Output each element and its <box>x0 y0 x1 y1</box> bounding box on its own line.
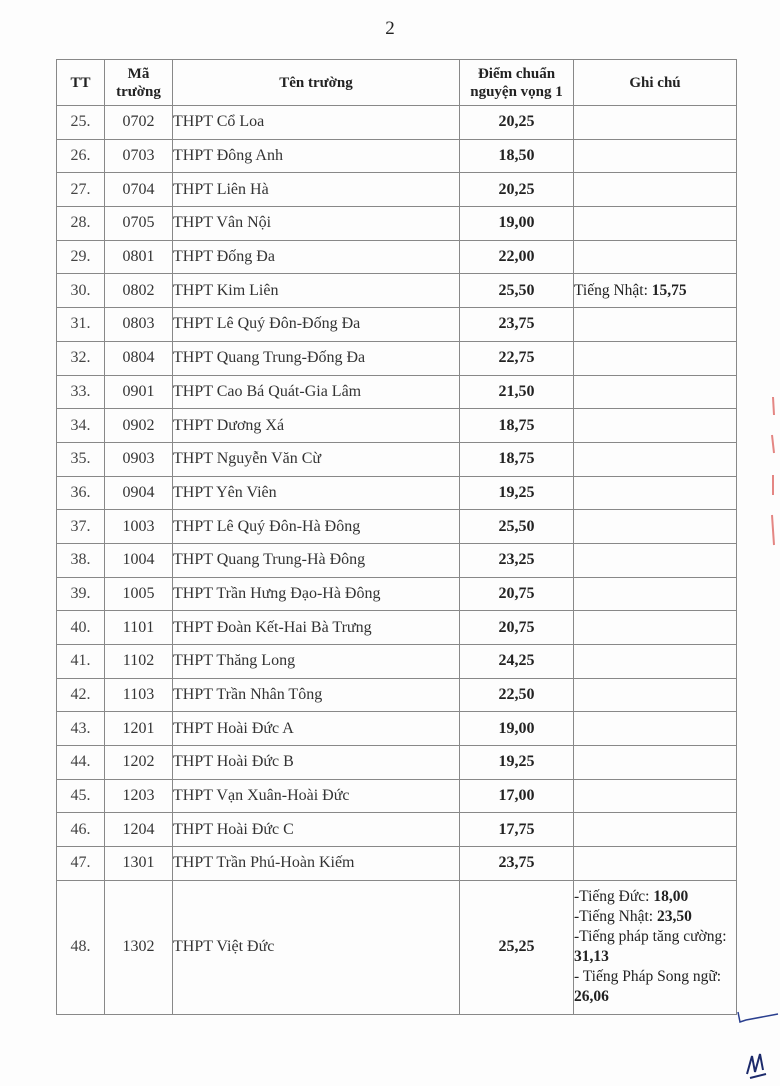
admission-score-table <box>56 59 737 1015</box>
note-label: - Tiếng Pháp Song ngữ: <box>574 968 722 986</box>
note-line <box>574 887 736 907</box>
table-row <box>57 106 737 140</box>
note-cell <box>574 476 737 510</box>
row-number-cell: 43. <box>57 712 105 746</box>
school-name-cell: THPT Đoàn Kết-Hai Bà Trưng <box>173 611 460 645</box>
table-row <box>57 341 737 375</box>
score-cell: 24,25 <box>460 645 574 679</box>
score-cell: 21,50 <box>460 375 574 409</box>
school-name-cell: THPT Hoài Đức C <box>173 813 460 847</box>
note-label: -Tiếng Đức: <box>574 888 654 906</box>
school-code-cell: 0804 <box>105 341 173 375</box>
row-number-cell: 34. <box>57 409 105 443</box>
header-code-line2: trường <box>116 83 161 100</box>
note-line <box>574 927 736 967</box>
school-name-cell: THPT Hoài Đức B <box>173 746 460 780</box>
note-cell <box>574 442 737 476</box>
note-cell <box>574 510 737 544</box>
row-number-cell: 40. <box>57 611 105 645</box>
score-cell: 19,00 <box>460 712 574 746</box>
score-cell: 25,50 <box>460 510 574 544</box>
note-label: Tiếng Nhật: <box>574 281 652 299</box>
note-cell <box>574 207 737 241</box>
school-name-cell: THPT Đông Anh <box>173 139 460 173</box>
table-row <box>57 813 737 847</box>
table-row <box>57 308 737 342</box>
table-row <box>57 173 737 207</box>
header-tt: TT <box>57 60 105 106</box>
row-number-cell: 39. <box>57 577 105 611</box>
note-cell <box>574 880 737 1014</box>
note-score: 31,13 <box>574 948 609 966</box>
note-cell <box>574 274 737 308</box>
row-number-cell: 28. <box>57 207 105 241</box>
note-score: 23,50 <box>656 908 692 926</box>
note-line <box>574 281 736 301</box>
school-name-cell: THPT Cao Bá Quát-Gia Lâm <box>173 375 460 409</box>
score-cell: 20,75 <box>460 611 574 645</box>
school-code-cell: 0801 <box>105 240 173 274</box>
note-cell <box>574 678 737 712</box>
note-cell <box>574 611 737 645</box>
school-name-cell: THPT Lê Quý Đôn-Đống Đa <box>173 308 460 342</box>
table-row <box>57 645 737 679</box>
score-cell: 17,00 <box>460 779 574 813</box>
score-cell: 23,75 <box>460 308 574 342</box>
row-number-cell: 42. <box>57 678 105 712</box>
score-cell: 19,25 <box>460 746 574 780</box>
score-cell: 25,50 <box>460 274 574 308</box>
school-code-cell: 1203 <box>105 779 173 813</box>
school-code-cell: 0702 <box>105 106 173 140</box>
header-code-line1: Mã <box>127 65 150 82</box>
note-cell <box>574 308 737 342</box>
note-cell <box>574 409 737 443</box>
note-score: 18,00 <box>653 888 689 906</box>
school-name-cell: THPT Liên Hà <box>173 173 460 207</box>
header-school-name: Tên trường <box>173 60 460 106</box>
row-number-cell: 25. <box>57 106 105 140</box>
school-code-cell: 0904 <box>105 476 173 510</box>
header-school-code <box>105 60 173 106</box>
page-number: 2 <box>385 18 395 39</box>
table-header-row <box>57 60 737 106</box>
row-number-cell: 29. <box>57 240 105 274</box>
note-label: -Tiếng Nhật: <box>574 908 657 926</box>
school-name-cell: THPT Quang Trung-Đống Đa <box>173 341 460 375</box>
score-cell: 17,75 <box>460 813 574 847</box>
school-code-cell: 1004 <box>105 543 173 577</box>
table-row <box>57 543 737 577</box>
school-code-cell: 0903 <box>105 442 173 476</box>
school-code-cell: 0705 <box>105 207 173 241</box>
score-cell: 22,50 <box>460 678 574 712</box>
note-cell <box>574 746 737 780</box>
row-number-cell: 36. <box>57 476 105 510</box>
school-name-cell: THPT Vạn Xuân-Hoài Đức <box>173 779 460 813</box>
table-row <box>57 712 737 746</box>
table-row <box>57 847 737 881</box>
school-code-cell: 1005 <box>105 577 173 611</box>
school-name-cell: THPT Trần Nhân Tông <box>173 678 460 712</box>
table-row <box>57 746 737 780</box>
row-number-cell: 27. <box>57 173 105 207</box>
row-number-cell: 35. <box>57 442 105 476</box>
note-cell <box>574 106 737 140</box>
signature-stroke <box>736 1008 780 1028</box>
score-cell: 19,00 <box>460 207 574 241</box>
school-code-cell: 1201 <box>105 712 173 746</box>
header-note: Ghi chú <box>574 60 737 106</box>
table-row <box>57 611 737 645</box>
score-cell: 18,75 <box>460 409 574 443</box>
school-code-cell: 1301 <box>105 847 173 881</box>
row-number-cell: 26. <box>57 139 105 173</box>
row-number-cell: 46. <box>57 813 105 847</box>
note-line <box>574 967 736 1007</box>
table-row <box>57 274 737 308</box>
school-name-cell: THPT Việt Đức <box>173 880 460 1014</box>
score-cell: 22,75 <box>460 341 574 375</box>
note-cell <box>574 375 737 409</box>
row-number-cell: 33. <box>57 375 105 409</box>
row-number-cell: 47. <box>57 847 105 881</box>
row-number-cell: 32. <box>57 341 105 375</box>
school-code-cell: 1101 <box>105 611 173 645</box>
table-row <box>57 207 737 241</box>
score-cell: 18,75 <box>460 442 574 476</box>
note-cell <box>574 240 737 274</box>
school-name-cell: THPT Hoài Đức A <box>173 712 460 746</box>
table-row <box>57 880 737 1014</box>
school-name-cell: THPT Dương Xá <box>173 409 460 443</box>
row-number-cell: 38. <box>57 543 105 577</box>
note-cell <box>574 341 737 375</box>
school-name-cell: THPT Cổ Loa <box>173 106 460 140</box>
score-cell: 18,50 <box>460 139 574 173</box>
school-code-cell: 1102 <box>105 645 173 679</box>
school-name-cell: THPT Trần Phú-Hoàn Kiếm <box>173 847 460 881</box>
table-row <box>57 409 737 443</box>
note-score: 26,06 <box>574 988 609 1006</box>
score-cell: 20,25 <box>460 173 574 207</box>
row-number-cell: 30. <box>57 274 105 308</box>
note-cell <box>574 779 737 813</box>
row-number-cell: 48. <box>57 880 105 1014</box>
row-number-cell: 45. <box>57 779 105 813</box>
header-score <box>460 60 574 106</box>
table-row <box>57 678 737 712</box>
table-row <box>57 375 737 409</box>
school-name-cell: THPT Yên Viên <box>173 476 460 510</box>
school-code-cell: 1003 <box>105 510 173 544</box>
table-row <box>57 139 737 173</box>
school-code-cell: 0802 <box>105 274 173 308</box>
school-name-cell: THPT Kim Liên <box>173 274 460 308</box>
school-code-cell: 1202 <box>105 746 173 780</box>
table-row <box>57 510 737 544</box>
school-name-cell: THPT Nguyễn Văn Cừ <box>173 442 460 476</box>
score-cell: 23,75 <box>460 847 574 881</box>
school-name-cell: THPT Quang Trung-Hà Đông <box>173 543 460 577</box>
table-row <box>57 240 737 274</box>
score-cell: 25,25 <box>460 880 574 1014</box>
note-cell <box>574 173 737 207</box>
score-cell: 23,25 <box>460 543 574 577</box>
note-label: -Tiếng pháp tăng cường: <box>574 928 727 946</box>
school-name-cell: THPT Vân Nội <box>173 207 460 241</box>
row-number-cell: 41. <box>57 645 105 679</box>
note-cell <box>574 577 737 611</box>
row-number-cell: 37. <box>57 510 105 544</box>
header-score-line2: nguyện vọng 1 <box>470 83 563 100</box>
school-code-cell: 0703 <box>105 139 173 173</box>
table-row <box>57 442 737 476</box>
school-code-cell: 0803 <box>105 308 173 342</box>
score-cell: 20,25 <box>460 106 574 140</box>
table-body <box>57 106 737 1015</box>
header-score-line1: Điểm chuẩn <box>477 65 556 82</box>
note-cell <box>574 712 737 746</box>
school-code-cell: 1204 <box>105 813 173 847</box>
table-row <box>57 577 737 611</box>
table-row <box>57 476 737 510</box>
score-cell: 20,75 <box>460 577 574 611</box>
row-number-cell: 44. <box>57 746 105 780</box>
note-cell <box>574 543 737 577</box>
note-cell <box>574 813 737 847</box>
school-code-cell: 1103 <box>105 678 173 712</box>
note-score: 15,75 <box>651 281 687 299</box>
note-cell <box>574 645 737 679</box>
score-cell: 19,25 <box>460 476 574 510</box>
stamp-edge-mark <box>770 395 776 555</box>
row-number-cell: 31. <box>57 308 105 342</box>
school-code-cell: 1302 <box>105 880 173 1014</box>
school-code-cell: 0902 <box>105 409 173 443</box>
score-cell: 22,00 <box>460 240 574 274</box>
school-code-cell: 0901 <box>105 375 173 409</box>
school-name-cell: THPT Đống Đa <box>173 240 460 274</box>
initial-mark <box>744 1050 770 1080</box>
note-line <box>574 907 736 927</box>
note-cell <box>574 139 737 173</box>
school-name-cell: THPT Thăng Long <box>173 645 460 679</box>
school-code-cell: 0704 <box>105 173 173 207</box>
school-name-cell: THPT Trần Hưng Đạo-Hà Đông <box>173 577 460 611</box>
school-name-cell: THPT Lê Quý Đôn-Hà Đông <box>173 510 460 544</box>
note-cell <box>574 847 737 881</box>
table-row <box>57 779 737 813</box>
